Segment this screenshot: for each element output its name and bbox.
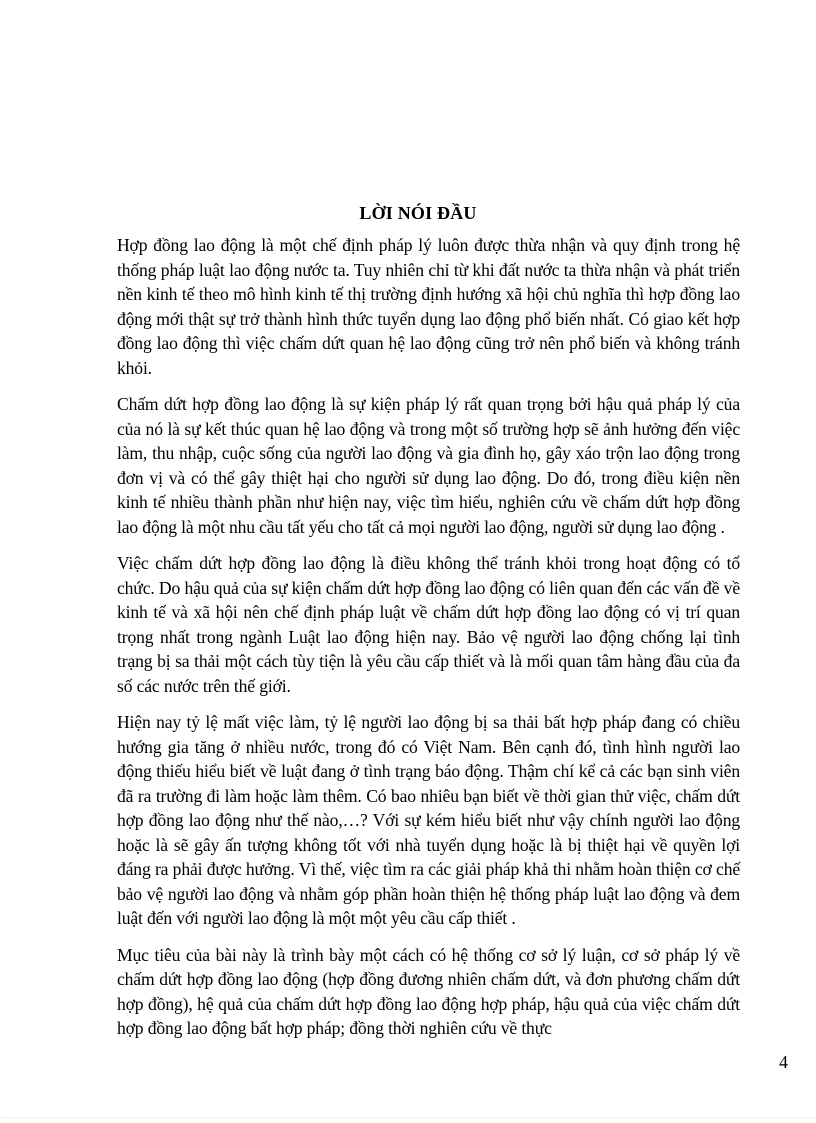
paragraph-1: Hợp đồng lao động là một chế định pháp lý luôn được thừa nhận và quy định trong hệ thống pháp luật lao động nước ta. Tuy nhiên chỉ từ khi đất nước ta thừa nhận và phát triển nền kinh tế theo mô hình kinh tế thị trường định hướng xã hội chủ nghĩa thì hợp đồng lao động mới thật sự trở thành hình thức tuyển dụng lao động phổ biến nhất. Có giao kết hợp đồng lao động thì việc chấm dứt quan hệ lao động cũng trở nên phổ biến và không tránh khỏi. — [117, 235, 740, 378]
paragraph-3: Việc chấm dứt hợp đồng lao động là điều không thể tránh khỏi trong hoạt động có tổ chức. Do hậu quả của sự kiện chấm dứt hợp đồng lao động có liên quan đến các vấn đề về kinh tế và xã hội nên chế định pháp luật về chấm dứt hợp đồng lao động có vị trí quan trọng nhất trong ngành Luật lao động hiện nay. Bảo vệ người lao động chống lại tình trạng bị sa thải một cách tùy tiện là yêu cầu cấp thiết và là mối quan tâm hàng đầu của đa số các nước trên thế giới. — [117, 553, 740, 696]
page-bottom-divider — [0, 1117, 816, 1118]
paragraph-4: Hiện nay tỷ lệ mất việc làm, tỷ lệ người lao động bị sa thải bất hợp pháp đang có chiều hướng gia tăng ở nhiều nước, trong đó có Việt Nam. Bên cạnh đó, tình hình người lao động thiếu hiểu biết về luật đang ở tình trạng báo động. Thậm chí kể cả các bạn sinh viên đã ra trường đi làm hoặc làm thêm. Có bao nhiêu bạn biết về thời gian thử việc, chấm dứt hợp đồng lao động như thế nào,…? Với sự kém hiểu biết như vậy chính người lao động hoặc là sẽ gây ấn tượng không tốt với nhà tuyển dụng hoặc là bị thiệt hại về quyền lợi đáng ra phải được hưởng. Vì thế, việc tìm ra các giải pháp khả thi nhằm hoàn thiện cơ chế bảo vệ người lao động và nhằm góp phần hoàn thiện hệ thống pháp luật lao động và đem luật đến với người lao động là một một yêu cầu cấp thiết . — [117, 712, 740, 928]
paragraph-2: Chấm dứt hợp đồng lao động là sự kiện pháp lý rất quan trọng bởi hậu quả pháp lý của của nó là sự kết thúc quan hệ lao động và trong một số trường hợp sẽ ảnh hưởng đến việc làm, thu nhập, cuộc sống của người lao động và gia đình họ, gây xáo trộn lao động trong đơn vị và có thể gây thiệt hại cho người sử dụng lao động. Do đó, trong điều kiện nền kinh tế nhiều thành phần như hiện nay, việc tìm hiểu, nghiên cứu về chấm dứt hợp đồng lao động là một nhu cầu tất yếu cho tất cả mọi người lao động, người sử dụng lao động . — [117, 394, 740, 537]
page-number: 4 — [779, 1052, 788, 1072]
paragraph-5: Mục tiêu của bài này là trình bày một cách có hệ thống cơ sở lý luận, cơ sở pháp lý về chấm dứt hợp đồng lao động (hợp đồng đương nhiên chấm dứt, và đơn phương chấm dứt hợp đồng), hệ quả của chấm dứt hợp đồng lao động hợp pháp, hậu quả của việc chấm dứt hợp đồng lao động bất hợp pháp; đồng thời nghiên cứu về thực — [117, 944, 740, 1038]
page-title: LỜI NÓI ĐẦU — [359, 203, 477, 223]
document-body — [117, 233, 740, 1053]
